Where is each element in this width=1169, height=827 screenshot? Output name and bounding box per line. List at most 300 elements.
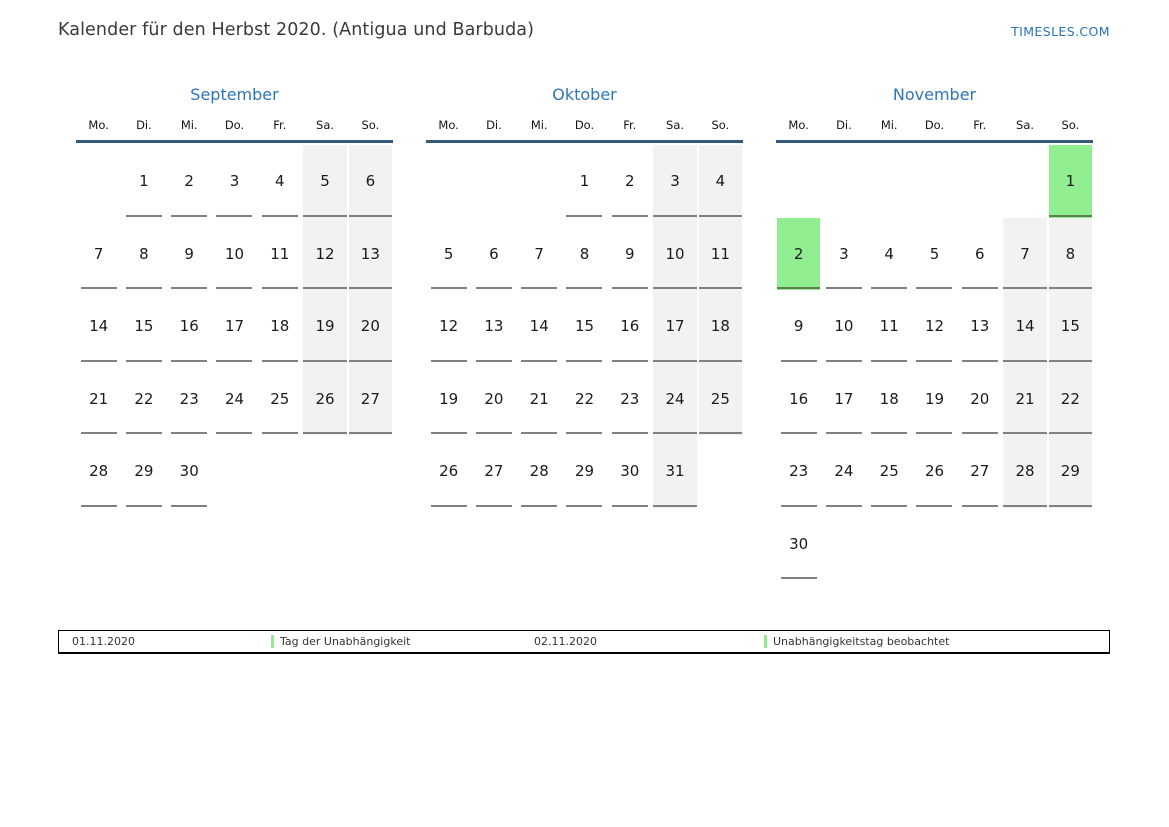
day-number: 5 xyxy=(320,172,330,191)
day-underline xyxy=(699,432,742,434)
weekday-label: Mo. xyxy=(438,118,459,132)
day-number: 28 xyxy=(1015,462,1035,481)
weekday-label: So. xyxy=(711,118,730,132)
day-number: 10 xyxy=(224,244,245,263)
weekday-label: Sa. xyxy=(666,118,685,132)
day-cell xyxy=(426,363,471,436)
empty-day-cell xyxy=(957,508,1002,581)
day-number: 17 xyxy=(224,317,245,336)
day-number: 18 xyxy=(710,317,730,336)
weekday-label: Do. xyxy=(574,118,595,132)
empty-day-cell xyxy=(821,145,866,218)
day-underline xyxy=(612,360,648,362)
day-number: 13 xyxy=(484,317,504,336)
day-number: 15 xyxy=(574,317,595,336)
empty-day-cell xyxy=(698,435,743,508)
empty-day-cell xyxy=(821,508,866,581)
day-cell xyxy=(212,218,257,291)
weekend-day-cell xyxy=(348,218,393,291)
day-cell xyxy=(257,218,302,291)
calendars-row xyxy=(76,84,1093,580)
weekend-day-cell xyxy=(1048,363,1093,436)
weekday-label: Mi. xyxy=(180,118,198,132)
day-underline xyxy=(871,287,907,289)
day-number: 6 xyxy=(489,244,499,263)
day-underline xyxy=(476,432,512,434)
day-underline xyxy=(962,287,998,289)
weekend-day-cell xyxy=(698,290,743,363)
day-cell xyxy=(121,363,166,436)
day-cell xyxy=(957,435,1002,508)
day-number: 4 xyxy=(715,172,726,191)
empty-day-cell xyxy=(1002,508,1047,581)
day-underline xyxy=(521,360,557,362)
day-underline xyxy=(126,287,162,289)
weeks-grid xyxy=(76,145,393,508)
day-underline xyxy=(826,432,862,434)
day-number: 27 xyxy=(484,462,504,481)
day-number: 3 xyxy=(839,244,849,263)
empty-day-cell xyxy=(1002,145,1047,218)
weekend-day-cell xyxy=(302,218,347,291)
day-number: 2 xyxy=(184,172,194,191)
day-cell xyxy=(607,290,652,363)
day-number: 12 xyxy=(439,317,459,336)
legend-date xyxy=(72,631,135,652)
empty-day-cell xyxy=(912,508,957,581)
holiday-day-cell xyxy=(776,218,821,291)
weekday-label: Mo. xyxy=(788,118,809,132)
day-underline xyxy=(216,432,252,434)
day-number: 12 xyxy=(924,317,945,336)
day-number: 16 xyxy=(179,317,199,336)
weekday-label: Do. xyxy=(224,118,245,132)
day-number: 9 xyxy=(793,317,804,336)
day-cell xyxy=(471,435,516,508)
day-number: 17 xyxy=(834,389,854,408)
day-number: 26 xyxy=(315,389,335,408)
weekday-label: Mi. xyxy=(530,118,548,132)
day-underline xyxy=(871,360,907,362)
day-underline xyxy=(303,287,346,289)
day-underline xyxy=(303,360,346,362)
day-number: 24 xyxy=(665,389,685,408)
day-underline xyxy=(916,360,952,362)
day-number: 3 xyxy=(670,172,680,191)
day-number: 22 xyxy=(1060,389,1080,408)
day-number: 7 xyxy=(93,244,104,263)
day-cell xyxy=(821,363,866,436)
day-number: 8 xyxy=(1065,244,1076,263)
week-row xyxy=(76,363,393,436)
day-number: 1 xyxy=(579,172,590,191)
day-underline xyxy=(566,215,602,217)
day-cell xyxy=(776,290,821,363)
empty-day-cell xyxy=(517,145,562,218)
day-underline xyxy=(1049,215,1092,217)
day-cell xyxy=(776,435,821,508)
day-number: 4 xyxy=(884,244,894,263)
day-underline xyxy=(521,432,557,434)
day-underline xyxy=(171,360,207,362)
weekday-label: Mi. xyxy=(880,118,898,132)
day-cell xyxy=(517,435,562,508)
empty-day-cell xyxy=(257,435,302,508)
day-underline xyxy=(566,505,602,507)
day-number: 9 xyxy=(184,244,194,263)
day-cell xyxy=(167,435,212,508)
weekday-label: Di. xyxy=(486,118,502,132)
day-number: 13 xyxy=(970,317,990,336)
weekend-day-cell xyxy=(652,363,697,436)
day-cell xyxy=(867,435,912,508)
day-number: 2 xyxy=(793,244,804,263)
weekday-label: Sa. xyxy=(316,118,335,132)
day-underline xyxy=(171,215,207,217)
day-number: 27 xyxy=(360,389,380,408)
day-underline xyxy=(476,287,512,289)
day-cell xyxy=(562,145,607,218)
day-number: 8 xyxy=(579,244,590,263)
site-link[interactable]: TIMESLES.COM xyxy=(1011,24,1110,39)
day-number: 24 xyxy=(224,389,245,408)
day-cell xyxy=(912,290,957,363)
holiday-marker-icon xyxy=(764,635,767,648)
empty-day-cell xyxy=(867,145,912,218)
day-number: 10 xyxy=(834,317,854,336)
header-divider xyxy=(776,140,1093,143)
day-number: 21 xyxy=(1015,389,1035,408)
weekday-label: Di. xyxy=(136,118,152,132)
day-number: 29 xyxy=(574,462,595,481)
day-underline xyxy=(476,360,512,362)
week-row xyxy=(76,218,393,291)
day-underline xyxy=(781,432,817,434)
weekday-label: Fr. xyxy=(623,118,637,132)
weekend-day-cell xyxy=(652,290,697,363)
day-cell xyxy=(76,435,121,508)
day-cell xyxy=(517,290,562,363)
day-number: 30 xyxy=(620,462,640,481)
day-number: 17 xyxy=(665,317,685,336)
day-underline xyxy=(126,432,162,434)
day-underline xyxy=(81,432,117,434)
day-number: 12 xyxy=(315,244,335,263)
weekday-header-row xyxy=(76,110,393,140)
day-number: 6 xyxy=(365,172,376,191)
day-underline xyxy=(612,432,648,434)
day-number: 20 xyxy=(360,317,380,336)
weekend-day-cell xyxy=(652,145,697,218)
day-number: 30 xyxy=(179,462,199,481)
week-row xyxy=(776,435,1093,508)
day-number: 19 xyxy=(924,389,945,408)
day-cell xyxy=(957,218,1002,291)
day-underline xyxy=(871,432,907,434)
day-underline xyxy=(1049,360,1092,362)
day-underline xyxy=(653,505,696,507)
day-underline xyxy=(962,360,998,362)
day-number: 11 xyxy=(879,317,899,336)
week-row xyxy=(776,218,1093,291)
topbar xyxy=(58,20,1110,40)
day-number: 18 xyxy=(879,389,899,408)
day-number: 21 xyxy=(89,389,109,408)
day-number: 20 xyxy=(970,389,990,408)
legend-holiday-entry xyxy=(764,631,949,652)
day-cell xyxy=(562,218,607,291)
day-underline xyxy=(566,287,602,289)
day-cell xyxy=(562,363,607,436)
weekend-day-cell xyxy=(348,290,393,363)
page-title: Kalender für den Herbst 2020. (Antigua und Barbuda) xyxy=(58,20,535,40)
header-divider xyxy=(76,140,393,143)
week-row xyxy=(426,145,743,218)
empty-day-cell xyxy=(867,508,912,581)
day-cell xyxy=(867,218,912,291)
day-cell xyxy=(957,363,1002,436)
week-row xyxy=(426,218,743,291)
day-cell xyxy=(76,363,121,436)
weekend-day-cell xyxy=(698,218,743,291)
day-number: 11 xyxy=(710,244,730,263)
day-cell xyxy=(257,363,302,436)
day-underline xyxy=(962,505,998,507)
day-number: 26 xyxy=(924,462,945,481)
day-number: 16 xyxy=(620,317,640,336)
day-underline xyxy=(262,215,298,217)
day-underline xyxy=(916,287,952,289)
day-cell xyxy=(957,290,1002,363)
day-number: 23 xyxy=(179,389,199,408)
day-underline xyxy=(349,287,392,289)
weekday-label: Do. xyxy=(924,118,945,132)
day-cell xyxy=(517,218,562,291)
day-number: 18 xyxy=(270,317,290,336)
day-number: 4 xyxy=(275,172,285,191)
weekday-label: Di. xyxy=(836,118,852,132)
weekend-day-cell xyxy=(1002,435,1047,508)
day-number: 14 xyxy=(89,317,109,336)
weekend-day-cell xyxy=(1002,218,1047,291)
day-cell xyxy=(426,435,471,508)
day-underline xyxy=(349,215,392,217)
empty-day-cell xyxy=(1048,508,1093,581)
legend-holiday-label: Unabhängigkeitstag beobachtet xyxy=(773,635,950,648)
day-cell xyxy=(776,363,821,436)
day-number: 25 xyxy=(879,462,899,481)
day-number: 1 xyxy=(139,172,149,191)
weekday-header-row xyxy=(426,110,743,140)
day-number: 1 xyxy=(1065,172,1076,191)
day-cell xyxy=(821,435,866,508)
day-cell xyxy=(562,290,607,363)
day-underline xyxy=(431,505,467,507)
day-number: 5 xyxy=(929,244,940,263)
day-underline xyxy=(262,432,298,434)
day-cell xyxy=(121,145,166,218)
day-number: 6 xyxy=(975,244,985,263)
month-calendar-september xyxy=(76,84,393,580)
day-cell xyxy=(212,363,257,436)
empty-day-cell xyxy=(957,145,1002,218)
day-underline xyxy=(612,287,648,289)
day-underline xyxy=(916,432,952,434)
weekend-day-cell xyxy=(1048,435,1093,508)
day-number: 19 xyxy=(315,317,335,336)
day-number: 29 xyxy=(1060,462,1080,481)
day-underline xyxy=(566,432,602,434)
day-cell xyxy=(426,218,471,291)
day-number: 11 xyxy=(270,244,290,263)
day-underline xyxy=(1003,432,1046,434)
day-number: 20 xyxy=(484,389,504,408)
day-cell xyxy=(121,435,166,508)
day-cell xyxy=(167,363,212,436)
weekend-day-cell xyxy=(302,145,347,218)
weeks-grid xyxy=(426,145,743,508)
day-number: 22 xyxy=(574,389,595,408)
day-number: 7 xyxy=(1020,244,1030,263)
weekend-day-cell xyxy=(652,218,697,291)
empty-day-cell xyxy=(348,435,393,508)
day-cell xyxy=(562,435,607,508)
day-underline xyxy=(126,505,162,507)
weeks-grid xyxy=(776,145,1093,580)
day-cell xyxy=(76,290,121,363)
day-cell xyxy=(867,290,912,363)
day-underline xyxy=(1049,287,1092,289)
weekday-label: Mo. xyxy=(88,118,109,132)
legend-bar xyxy=(58,630,1110,654)
day-number: 31 xyxy=(665,462,685,481)
day-number: 26 xyxy=(439,462,459,481)
weekend-day-cell xyxy=(1048,290,1093,363)
day-underline xyxy=(521,505,557,507)
day-underline xyxy=(476,505,512,507)
day-underline xyxy=(781,360,817,362)
day-number: 2 xyxy=(625,172,635,191)
day-underline xyxy=(521,287,557,289)
day-underline xyxy=(699,287,742,289)
week-row xyxy=(776,145,1093,218)
holiday-marker-icon xyxy=(271,635,274,648)
day-cell xyxy=(167,145,212,218)
empty-day-cell xyxy=(426,145,471,218)
week-row xyxy=(776,290,1093,363)
day-underline xyxy=(871,505,907,507)
weekend-day-cell xyxy=(348,145,393,218)
weekend-day-cell xyxy=(1048,218,1093,291)
day-cell xyxy=(517,363,562,436)
week-row xyxy=(76,145,393,218)
month-calendar-november xyxy=(776,84,1093,580)
day-underline xyxy=(962,432,998,434)
legend-date-text: 01.11.2020 xyxy=(72,635,135,648)
day-underline xyxy=(216,215,252,217)
day-underline xyxy=(81,287,117,289)
day-cell xyxy=(212,290,257,363)
day-number: 25 xyxy=(270,389,290,408)
day-number: 22 xyxy=(134,389,154,408)
day-number: 9 xyxy=(625,244,635,263)
day-cell xyxy=(912,363,957,436)
day-underline xyxy=(81,505,117,507)
day-cell xyxy=(776,508,821,581)
day-number: 30 xyxy=(789,534,809,553)
day-number: 28 xyxy=(89,462,109,481)
day-number: 23 xyxy=(789,462,809,481)
month-title: November xyxy=(892,85,977,104)
day-number: 19 xyxy=(439,389,459,408)
day-underline xyxy=(826,360,862,362)
day-underline xyxy=(349,432,392,434)
day-cell xyxy=(212,145,257,218)
day-underline xyxy=(126,360,162,362)
day-cell xyxy=(257,290,302,363)
day-cell xyxy=(607,363,652,436)
day-underline xyxy=(349,360,392,362)
day-underline xyxy=(1049,505,1092,507)
day-number: 21 xyxy=(529,389,549,408)
legend-date xyxy=(534,631,597,652)
day-underline xyxy=(566,360,602,362)
day-number: 27 xyxy=(970,462,990,481)
day-underline xyxy=(653,215,696,217)
day-cell xyxy=(257,145,302,218)
weekend-day-cell xyxy=(698,363,743,436)
month-title: September xyxy=(190,85,279,104)
day-underline xyxy=(171,432,207,434)
day-underline xyxy=(916,505,952,507)
empty-day-cell xyxy=(471,145,516,218)
day-cell xyxy=(821,290,866,363)
day-cell xyxy=(426,290,471,363)
day-underline xyxy=(653,287,696,289)
weekend-day-cell xyxy=(302,363,347,436)
legend-holiday-entry xyxy=(271,631,410,652)
month-calendar-oktober xyxy=(426,84,743,580)
day-underline xyxy=(777,287,820,289)
day-number: 16 xyxy=(789,389,809,408)
day-number: 29 xyxy=(134,462,154,481)
day-underline xyxy=(431,432,467,434)
week-row xyxy=(426,363,743,436)
day-cell xyxy=(167,218,212,291)
month-title: Oktober xyxy=(552,85,617,104)
day-underline xyxy=(81,360,117,362)
day-cell xyxy=(867,363,912,436)
weekend-day-cell xyxy=(1002,290,1047,363)
day-number: 15 xyxy=(134,317,154,336)
weekday-label: Sa. xyxy=(1016,118,1035,132)
day-underline xyxy=(826,505,862,507)
week-row xyxy=(776,508,1093,581)
empty-day-cell xyxy=(76,145,121,218)
weekday-label: Fr. xyxy=(273,118,287,132)
day-underline xyxy=(216,287,252,289)
day-underline xyxy=(262,287,298,289)
day-underline xyxy=(653,432,696,434)
day-underline xyxy=(171,287,207,289)
day-cell xyxy=(912,435,957,508)
day-number: 24 xyxy=(834,462,854,481)
weekend-day-cell xyxy=(302,290,347,363)
day-cell xyxy=(76,218,121,291)
day-underline xyxy=(699,360,742,362)
day-cell xyxy=(167,290,212,363)
day-underline xyxy=(612,505,648,507)
